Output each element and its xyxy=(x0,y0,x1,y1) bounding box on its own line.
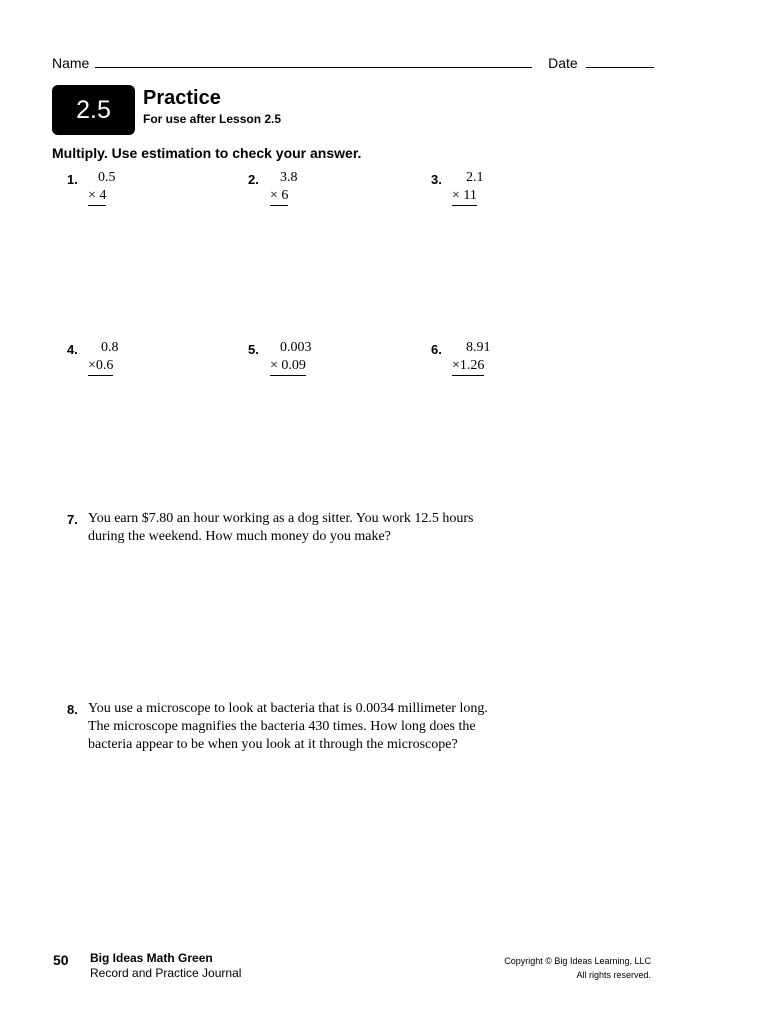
multiplier: ×1.26 xyxy=(452,358,484,376)
copyright-block xyxy=(504,954,651,982)
rights-text: All rights reserved. xyxy=(576,970,651,980)
word-problem-8 xyxy=(88,700,488,754)
word-problem-line: The microscope magnifies the bacteria 430 times. How long does the xyxy=(88,719,476,734)
multiplier: × 0.09 xyxy=(270,358,306,376)
name-line xyxy=(95,54,532,68)
multiplier: ×0.6 xyxy=(88,358,113,376)
lesson-badge xyxy=(52,85,135,135)
problem-number: 2. xyxy=(248,172,259,187)
multiplicand: 2.1 xyxy=(466,170,484,185)
multiplicand: 0.003 xyxy=(280,340,312,355)
copyright-text: Copyright © Big Ideas Learning, LLC xyxy=(504,956,651,966)
problem-number: 3. xyxy=(431,172,442,187)
multiplicand: 0.5 xyxy=(98,170,116,185)
problem-number: 4. xyxy=(67,342,78,357)
date-label: Date xyxy=(548,55,578,71)
page-number: 50 xyxy=(53,952,69,968)
name-date-row xyxy=(52,54,654,71)
book-title: Big Ideas Math Green xyxy=(90,951,213,965)
multiplicand: 8.91 xyxy=(466,340,491,355)
problem-number: 1. xyxy=(67,172,78,187)
word-problem-line: bacteria appear to be when you look at it through the microscope? xyxy=(88,737,458,752)
multiplicand: 0.8 xyxy=(101,340,119,355)
word-problem-line: You earn $7.80 an hour working as a dog sitter. You work 12.5 hours xyxy=(88,511,474,526)
word-problem-7 xyxy=(88,510,474,546)
instructions: Multiply. Use estimation to check your answer. xyxy=(52,145,362,161)
lesson-number: 2.5 xyxy=(76,95,111,124)
multiplier: × 11 xyxy=(452,188,477,206)
problem-number: 7. xyxy=(67,512,78,527)
word-problem-line: You use a microscope to look at bacteria that is 0.0034 millimeter long. xyxy=(88,701,488,716)
multiplicand: 3.8 xyxy=(280,170,298,185)
name-label: Name xyxy=(52,55,90,71)
book-subtitle: Record and Practice Journal xyxy=(90,966,242,980)
page-title: Practice xyxy=(143,87,221,109)
problem-number: 6. xyxy=(431,342,442,357)
word-problem-line: during the weekend. How much money do you make? xyxy=(88,529,391,544)
problem-number: 8. xyxy=(67,702,78,717)
page-subtitle: For use after Lesson 2.5 xyxy=(143,112,282,126)
problem-number: 5. xyxy=(248,342,259,357)
multiplier: × 6 xyxy=(270,188,288,206)
date-line xyxy=(586,54,654,68)
multiplier: × 4 xyxy=(88,188,106,206)
